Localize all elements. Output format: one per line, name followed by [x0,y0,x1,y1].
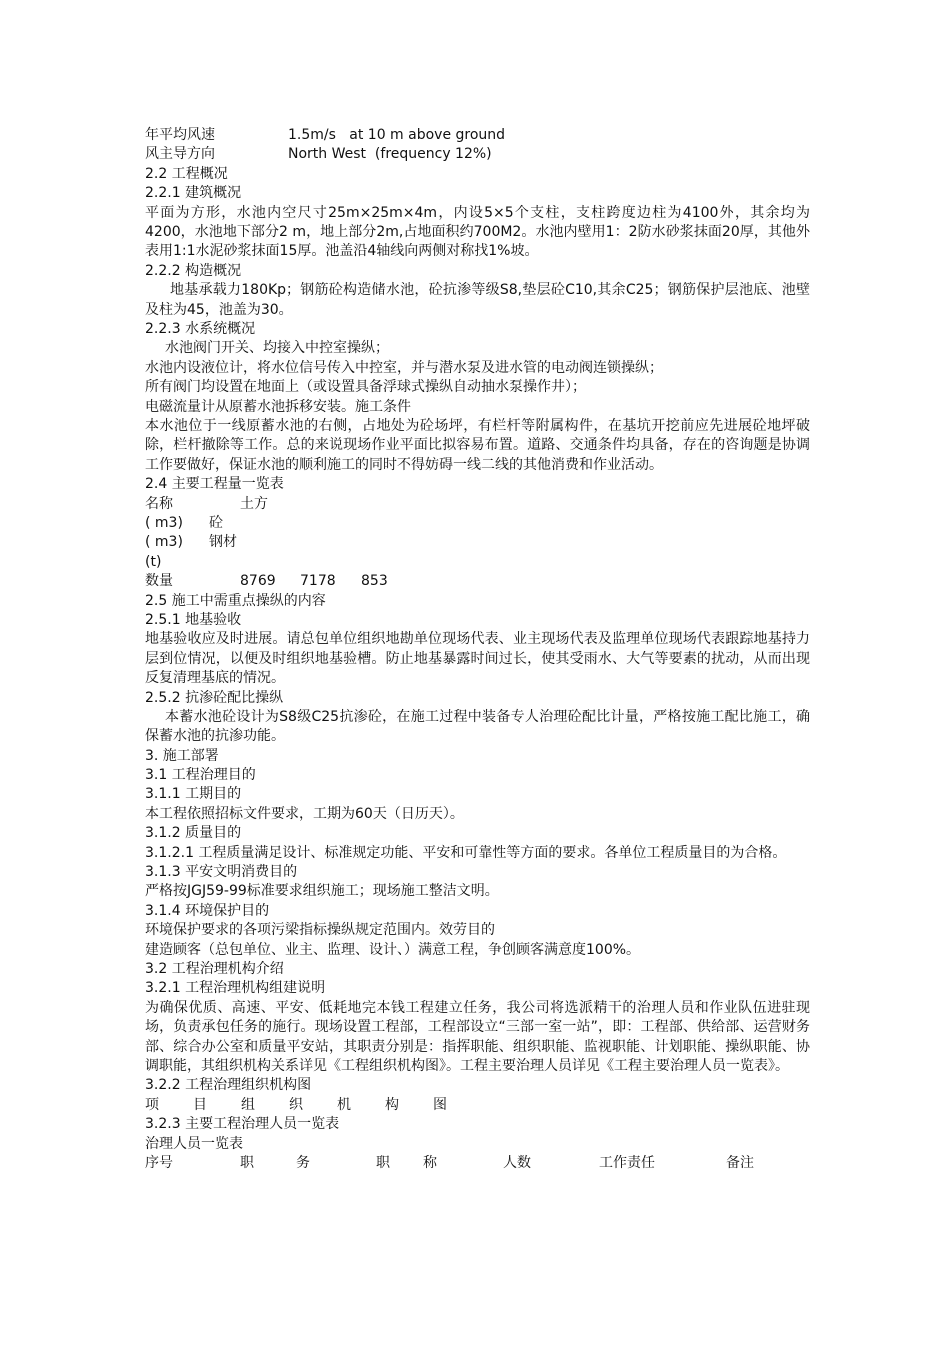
subsection-heading: 2.5.1 地基验收 [145,611,242,628]
wind-speed-row [145,126,810,145]
table-title: 治理人员一览表 [145,1135,243,1152]
subsection-heading: 2.2.2 构造概况 [145,262,242,279]
subsection-heading: 3.2.3 主要工程治理人员一览表 [145,1116,340,1133]
col-header: 职 [376,1154,390,1171]
paragraph: 为确保优质、高速、平安、低耗地完本钱工程建立任务，我公司将选派精干的治理人员和作业队伍进驻现场，负责承包任务的施行。现场设置工程部，工程部设立“三部一室一站”，即：工程部、供给部、运营财务部、综合办公室和质量平安站，其职责分别是：指挥职能、组织职能、监视职能、计划职能、操纵职能、协调职能，其组织机构关系详见《工程组织机构图》。工程主要治理人员详见《工程主要治理人员一览表》。 [145,999,810,1075]
subsection-heading: 3.1.3 平安文明消费目的 [145,864,298,881]
text-line: 所有阀门均设置在地面上（或设置具备浮球式操纵自动抽水泵操作井）； [145,379,586,396]
org-char: 构 [385,1096,399,1113]
quantity-table-header-row [145,495,810,514]
col-name: 名称 [145,495,173,512]
section-heading: 2.4 主要工程量一览表 [145,476,284,493]
col-steel: 钢材 [209,534,237,551]
value-steel: 853 [361,573,388,590]
subsection-heading: 3.1.2 质量目的 [145,825,242,842]
col-header: 称 [423,1154,437,1171]
col-earth: 土方 [240,495,268,512]
subsection-heading: 3.2.2 工程治理组织机构图 [145,1077,312,1094]
paragraph: 3.1.2.1 工程质量满足设计、标准规定功能、平安和可靠性等方面的要求。各单位工程质量目的为合格。 [145,844,787,861]
section-heading: 2.2 工程概况 [145,165,228,182]
col-concrete: 砼 [209,514,223,531]
wind-direction-row [145,145,810,164]
subsection-heading: 2.2.1 建筑概况 [145,185,242,202]
text-line: 电磁流量计从原蓄水池拆移安装。施工条件 [145,398,411,415]
staff-table-header-row [145,1154,810,1173]
text-line: 本工程依照招标文件要求，工期为60天（日历天）。 [145,805,464,822]
subsection-heading: 2.2.3 水系统概况 [145,320,256,337]
value-concrete: 7178 [300,573,336,590]
paragraph: 本蓄水池砼设计为S8级C25抗渗砼，在施工过程中装备专人治理砼配比计量，严格按施工配比施工，确保蓄水池的抗渗功能。 [145,708,810,745]
col-header: 序号 [145,1154,173,1171]
org-char: 机 [337,1096,351,1113]
col-header: 工作责任 [599,1154,655,1171]
quantity-table-value-row [145,572,810,591]
document-page [145,126,810,1173]
unit-t: (t) [145,553,162,570]
quantity-table-unit-row [145,533,810,552]
text-line: 环境保护要求的各项污梁指标操纵规定范围内。效劳目的 [145,922,495,939]
org-char: 图 [433,1096,447,1113]
org-char: 组 [241,1096,255,1113]
text-line: 水池阀门开关、均接入中控室操纵； [165,340,389,357]
org-chart-title-row [145,1096,810,1115]
paragraph: 本水池位于一线原蓄水池的右侧，占地处为砼场坪，有栏杆等附属构件，在基坑开挖前应先进展砼地坪破除，栏杆撤除等工作。总的来说现场作业平面比拟容易布置。道路、交通条件均具备，存在的咨询题是协调工作要做好，保证水池的顺利施工的同时不得妨碍一线二线的其他消费和作业活动。 [145,417,810,473]
row-label: 数量 [145,573,173,590]
org-char: 目 [193,1096,207,1113]
paragraph: 地基承载力180Kp；钢筋砼构造储水池，砼抗渗等级S8,垫层砼C10,其余C25；钢筋保护层池底、池壁及柱为45，池盖为30。 [145,282,810,318]
org-char: 项 [145,1096,159,1113]
subsection-heading: 3.2 工程治理机构介绍 [145,961,284,978]
paragraph: 平面为方形，水池内空尺寸25m×25m×4m，内设5×5个支柱，支柱跨度边柱为4100外，其余均为4200，水池地下部分2 m，地上部分2m,占地面积约700M2。水池内壁用1：2防水砂浆抹面20厚，其他外表用1:1水泥砂浆抹面15厚。池盖沿4轴线向两侧对称找1%坡。 [145,204,810,260]
subsection-heading: 3.2.1 工程治理机构组建说明 [145,980,326,997]
col-header: 备注 [726,1154,754,1171]
paragraph: 地基验收应及时进展。请总包单位组织地勘单位现场代表、业主现场代表及监理单位现场代表跟踪地基持力层到位情况，以便及时组织地基验槽。防止地基暴露时间过长，使其受雨水、大气等要素的扰动，从而出现反复清理基底的情况。 [145,631,810,687]
quantity-table-unit-row [145,514,810,533]
subsection-heading: 2.5.2 抗渗砼配比操纵 [145,689,284,706]
text-line: 水池内设液位计，将水位信号传入中控室，并与潜水泵及进水管的电动阀连锁操纵； [145,359,663,376]
wind-direction-value: North West (frequency 12%) [288,146,492,163]
wind-speed-label: 年平均风速 [145,127,215,143]
wind-direction-label: 风主导方向 [145,146,215,163]
subsection-heading: 3.1.1 工期目的 [145,786,242,803]
col-header: 务 [296,1154,310,1171]
subsection-heading: 3.1.4 环境保护目的 [145,902,270,919]
section-heading: 2.5 施工中需重点操纵的内容 [145,592,326,609]
col-header: 人数 [503,1154,531,1171]
subsection-heading: 3.1 工程治理目的 [145,767,256,784]
unit-m3: ( m3) [145,534,183,551]
value-earth: 8769 [240,573,276,590]
text-line: 严格按JGJ59-99标准要求组织施工；现场施工整洁文明。 [145,883,499,900]
wind-speed-value: 1.5m/s at 10 m above ground [288,127,506,143]
text-line: 建造顾客（总包单位、业主、监理、设计、）满意工程，争创顾客满意度100%。 [145,941,641,958]
section-heading: 3. 施工部署 [145,747,219,764]
col-header: 职 [240,1154,254,1171]
unit-m3: ( m3) [145,514,183,531]
org-char: 织 [289,1096,303,1113]
